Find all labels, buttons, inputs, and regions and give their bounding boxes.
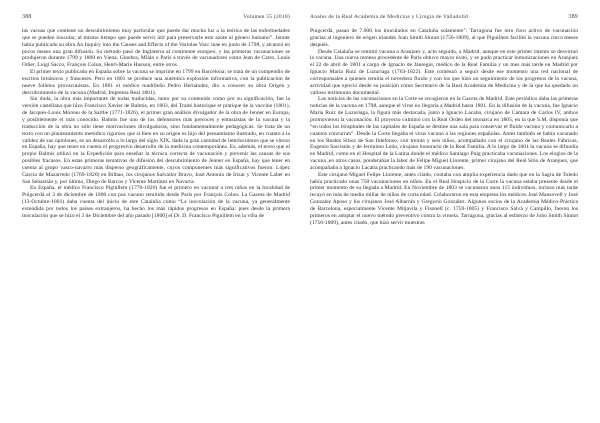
body-paragraph: Puigcerdà, pasan de 7.000 los inoculados en Cataluña solamente”. Tarragona fue otro foco activo de vacunación gracias al ingeniero de origen irlandés Juan Smith Sinnot (1756-1809), al que Piguillem facilitó la vacuna cinco meses después. — [310, 28, 578, 48]
left-page-body — [22, 28, 290, 220]
left-running-head: Volumen 55 (2018) — [243, 14, 290, 20]
body-paragraph: las vacuas que contiene un descubrimiento muy particular que puede dar mucha luz a la teórica de las enfermedades que se pueden inocular, al mismo tiempo que puede servir útil para preservarle este azote al género humano”. Jenner había publicado su obra An Inquiry into the Causes and Effects of the Variolae Vacc inae en junio de 1798, y alcanzó en pocos meses una gran difusión. Su método pasó de Inglaterra al continente europeo, y las primeras vacunaciones se produjeron durante 1799 y 1800 en Viena, Ginebra, Milán o París a través de vacunadores como Jean de Carro, Louis Odier, Luigi Sacco, François Colon, Henri-Marie Husson, entre otros. — [22, 28, 290, 69]
body-paragraph: En España, el médico Francisco Piguillem (1770-1826) fue el primero en vacunar a tres niños en la localidad de Puigcerdà el 3 de diciembre de 1800 con pus vacuno remitido desde París por François Colon. La Gaceta de Madrid (13-Octubre-1801) daba cuenta del inicio de este Cataluña como “La inoculación de la vacuna, ya generalmente extendida por todos los países extranjeros, ha hecho los más rápidos progresos en España: pues desde la primera inoculación que se hizo el 3 de Diciembre del año pasado [1800] el Dr. D. Francisco Piguillem en la villa de — [22, 185, 290, 219]
right-running-head: Anales de la Real Academia de Medicina y Cirugía de Valladolid — [310, 14, 468, 20]
body-paragraph: El primer texto publicado en España sobre la vacuna se imprime en 1799 en Barcelona; se trata de un compendio de escritos británicos y franceses. Pero en 1801 se produce una auténtica explosión informativa, con la publicación de nueve folletos provacunistas. En 1801 el médico madrileño Pedro Hernández, dio a conocer su obra Origen y descubrimiento de la vacuna (Madrid, Imprenta Real 1801). — [22, 69, 290, 96]
left-page-header — [22, 14, 290, 28]
right-page — [300, 0, 600, 423]
right-page-body — [310, 28, 578, 226]
body-paragraph: Desde Cataluña se remitió vacuna a Aranjuez y, acto seguido, a Madrid, aunque en este primer intento se desvirtuó la vacuna. Una nueva remesa procedente de París obtuvo mayor éxito, y se pudo practicar inmunizaciones en Aranjuez el 22 de abril de 1801 a cargo de Ignacio de Jáuregui, médico de la Real Familia y un mes más tarde en Madrid por Ignacio María Ruiz de Luzuriaga (1763-1822). Este comenzó a seguir desde ese momento una red nacional de corresponsales a quienes remitía el novedoso fluido y con los que hizo un seguimiento de los progresos de la vacuna, actividad que ejerció desde su posición como Secretario de la Real Academia de Medicina y de la que ha quedado un valioso testimonio documental. — [310, 48, 578, 96]
right-page-header — [310, 14, 578, 28]
body-paragraph: Las noticias de las vacunaciones en la Corte se recogieron en la Gaceta de Madrid. Este periódico daba las primeras noticias de la vacuna en 1798, aunque el virus no llegaría a Madrid hasta 1801. En la difusión de la vacuna, fue Ignacio María Ruiz de Luzuriaga, la figura más destacada, junto a Ignacio Lacaba, cirujano de Cámara de Carlos IV, ambos promovieron la vacunación. El proyecto culminó con la Real Orden del monarca en 1805, en la que S.M. disponía que “en todos los Hospitales de las capitales de España se destine una sala para conservar el fluido vacuno y comunicarlo a cuantos concurran”. Desde la Corte llegaba el virus vacuno a las regiones españolas. Antes también se había vacunado en los Reales Sitios de San Ildefonso, con treinta y seis niños, acompañado con el cirujano de las Reales Fábricas, Eugenio Sacristán y de Jerónimo León, cirujano honorario de la Real Familia. A lo largo de 1801 la vacuna se difundía en Madrid, como en el Hospital de la Latina donde el médico Santiago Puig practicaba vacunaciones. Los elogios de la vacuna ,en otros casos, ponderaban la labor de Felipe Miguel Llorente, primer cirujano del Real Sitio de Aranjuez, que acompañaba a Ignacio Lacaba practicando más de 190 vacunaciones. — [310, 96, 578, 171]
right-page-number: 389 — [568, 14, 578, 20]
body-paragraph: Sin duda, la obra más importante de todas traducidas, tanto por su contenido como por su significación, fue la versión castellana que hizo Francisco Xavier de Balmis, en 1803, del Traité historique et pratique de la vaccine (1801), de Jacques-Louis Moreau de la Sarthe (1771-1826), el primer gran análisis divulgador de la obra de Jenner en Europa, y posiblemente el más conocido. Balmis fue uno de los defensores más precoces y entusiastas de la vacuna y la traducción de la obra no sólo tiene motivaciones divulgadoras, sino fundamentalmente pedagógicas. Se trata de un texto con un planteamiento metódico riguroso que si bien en su origen es hijo del pensamiento ilustrado, en cuanto a la validez de sus opiniones, es un desarrollo a lo largo del siglo XIX, dada la gran cantidad de interlocutores que se vieron en España, hay que tener en cuenta el progresivo desarrollo de la medicina contemporánea. Es, además, el texto que el propio Balmis utilizó en la Expedición para enseñar la técnica correcta de vacunación y prevenir las causas de sus posibles fracasos. En estas primeras tentativas de difusión del descubrimiento de Jenner en España, hay que tener en cuenta al grupo vasco-navarro más disperso geográficamente, cuyos componentes más significativos fueron: López García de Mazarredo (1769-1820) en Bilbao, los cirujanos Salvador Bravo, José Antonio de Irízar y Vicente Laber en San Sebastián y, por último, Diego de Barcos y Vicente Martínez en Navarra. — [22, 96, 290, 185]
body-paragraph: Este cirujano Miguel Felipe Llorente, antes citado, contaba con amplia experiencia dado que en la Sagra de Toledo había practicado unas 750 vacunaciones en niños. En el Real Hospicio de la Corte la vacuna estaba presente desde el primer momento de su llegada a Madrid. En Noviembre de 1803 se vacunaron unos 115 individuos, incluso más tarde recayó en más de medio millar de niños de corta edad. Colaboraron en esta empresa los médicos José Mansovell y José Gonzalez Aposo y los cirujanos José Albarrán y Gregorio González. Algunos socios de la Academia Médico-Práctica de Barcelona, especialmente Vicente Mitjavila y Fisonell (c. 1759-1805) y Francisco Salvà y Campillo, fueron los primeros en adoptar el nuevo método preventivo contra la viruela. Tarragona, gracias al esfuerzo de John Smith Sinnot (1756-1809), antes citado, que hizo servir muestras — [310, 171, 578, 226]
left-page-number: 388 — [22, 14, 32, 20]
